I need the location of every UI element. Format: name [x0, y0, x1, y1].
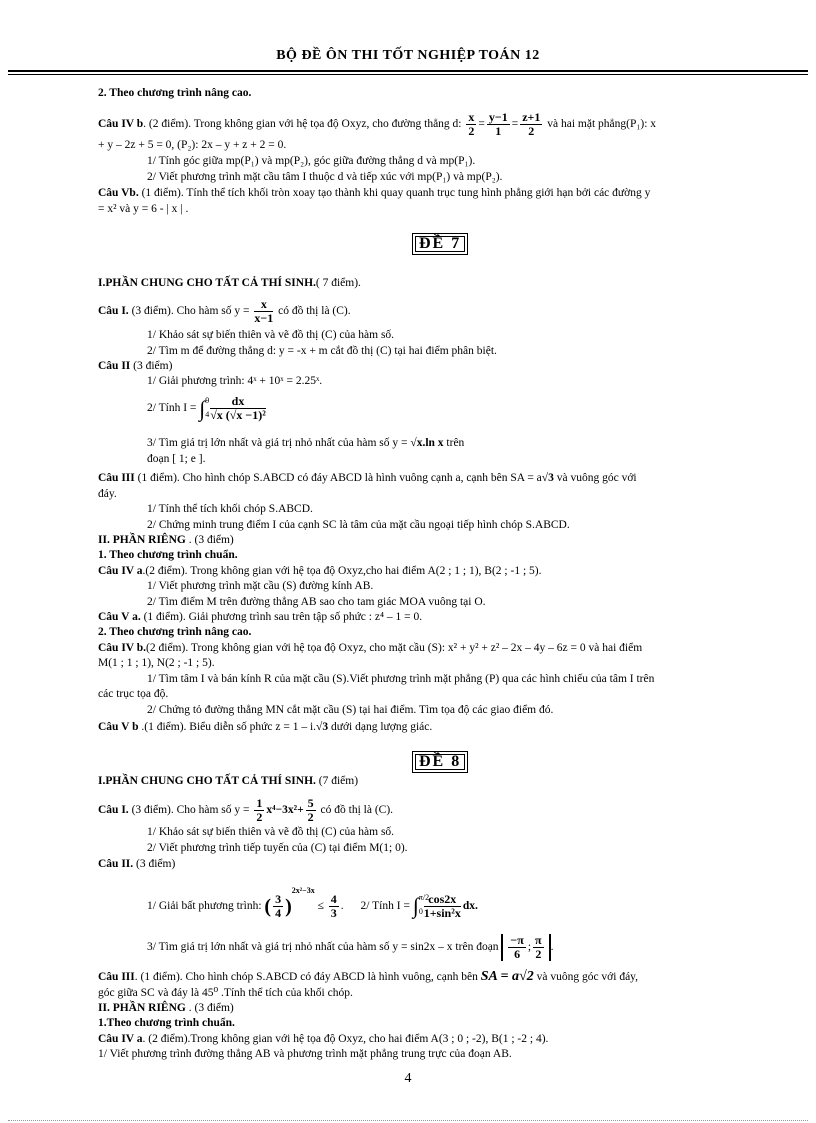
- num: dx: [210, 395, 266, 409]
- formula: √3: [541, 472, 554, 484]
- section-heading: [98, 774, 358, 788]
- interval-bracket: $\frac{-\pi}{6}$ ; $\frac{\pi}{2}$: [501, 934, 550, 961]
- exponent: 2x²−3x: [291, 886, 315, 895]
- section-heading: [98, 1001, 234, 1015]
- integral-line: [147, 395, 268, 422]
- fraction: [254, 797, 264, 824]
- text: 3/ Tìm giá trị lớn nhất và giá trị nhỏ nhất của hàm số y =: [147, 437, 408, 449]
- integral-sign: ∫ 9 4: [199, 398, 205, 420]
- num: −π: [510, 933, 524, 947]
- heading: II. PHẦN RIÊNG: [98, 534, 186, 546]
- text-line: 1/ Khảo sát sự biến thiên và vẽ đồ thị (C) của hàm số.: [147, 329, 395, 341]
- formula: x⁴−3x²+: [266, 804, 304, 817]
- page-number: 4: [404, 1071, 412, 1086]
- num: x: [254, 298, 273, 312]
- exam-title-8: ĐỀ 8: [412, 751, 468, 773]
- text: . (1 điểm). Cho hình chóp S.ABCD có đáy ABCD là hình vuông, cạnh bên: [134, 971, 478, 983]
- fraction: [508, 934, 525, 961]
- upper-bound: π/2: [418, 893, 430, 903]
- math-line: 3/ Tìm giá trị lớn nhất và giá trị nhỏ nhất của hàm số y = sin2x – x trên đoạn $\frac{-\pi}{6}$ ; $\frac{\pi}{2}$ .: [147, 933, 554, 961]
- text-line: + y – 2z + 5 = 0, (P₂): 2x – y + z + 2 = 0.: [98, 139, 287, 151]
- question-line: [98, 471, 637, 485]
- text: dưới dạng lượng giác.: [328, 721, 433, 733]
- question-label: Câu II.: [98, 858, 134, 870]
- question-line: [98, 797, 393, 824]
- num: 1: [256, 796, 263, 810]
- fraction: [466, 111, 476, 138]
- text-line: đáy.: [98, 488, 117, 500]
- text: có đồ thị là (C).: [320, 804, 394, 817]
- section-heading: 2. Theo chương trình nâng cao.: [98, 626, 252, 638]
- question-label: Câu Vb.: [98, 187, 139, 199]
- text: .(2 điểm). Trong không gian với hệ tọa độ Oxyz,cho hai điểm A(2 ; 1 ; 1), B(2 ; -1 ; 5).: [142, 565, 542, 577]
- question-label: Câu IV b.: [98, 642, 147, 654]
- text-line: các trục tọa độ.: [98, 688, 169, 700]
- header-rule: [8, 70, 808, 72]
- text: (1 điểm). Cho hình chóp S.ABCD có đáy ABCD là hình vuông cạnh a, cạnh bên SA = a: [134, 472, 542, 484]
- text: dx.: [462, 900, 478, 912]
- text: .(1 điểm). Biểu diễn số phức z = 1 – i.: [138, 721, 317, 733]
- footer-dotted-rule: [8, 1120, 808, 1121]
- text-line: 1/ Tính góc giữa mp(P₁) và mp(P₂), góc giữa đường thẳng d và mp(P₁).: [147, 155, 476, 167]
- heading: I.PHẦN CHUNG CHO TẤT CẢ THÍ SINH.: [98, 775, 316, 787]
- fraction: [273, 893, 283, 920]
- den: 4: [275, 905, 282, 920]
- text: (3 điểm): [130, 360, 173, 372]
- text-line: 1/ Tìm tâm I và bán kính R của mặt cầu (S).Viết phương trình mặt phẳng (P) qua các hình chiếu của tâm I trên: [147, 673, 655, 685]
- fraction: [306, 797, 316, 824]
- section-heading: [98, 276, 361, 290]
- text: và vuông góc với đáy,: [533, 971, 639, 983]
- formula: √3: [316, 721, 329, 733]
- text: ( 7 điểm).: [315, 277, 361, 289]
- paren-open: (: [264, 895, 272, 918]
- text: (2 điểm). Trong không gian với hệ tọa độ Oxyz, cho mặt cầu (S): x² + y² + z² – 2x – 4y – 6z = 0 và hai điểm: [146, 642, 643, 654]
- den: 2: [535, 947, 542, 961]
- num: 4: [330, 891, 337, 906]
- question-line: [98, 359, 172, 373]
- text-line: 1/ Khảo sát sự biến thiên và vẽ đồ thị (C) của hàm số.: [147, 826, 395, 838]
- text: . (3 điểm): [185, 534, 234, 546]
- text-line: 2/ Viết phương trình mặt cầu tâm I thuộc d và tiếp xúc với mp(P₁) và mp(P₂).: [147, 171, 503, 183]
- text-line: = x² và y = 6 - | x | .: [98, 203, 189, 215]
- question-label: Câu III: [98, 971, 135, 983]
- page-header: BỘ ĐỀ ÔN THI TỐT NGHIỆP TOÁN 12: [276, 48, 540, 63]
- den: √x (√x −1)²: [210, 408, 266, 422]
- den: 2: [307, 810, 314, 824]
- question-label: Câu IV a: [98, 565, 143, 577]
- text: và hai mặt phẳng(P₁): x: [547, 118, 657, 131]
- question-label: Câu II: [98, 360, 131, 372]
- num: 3: [275, 891, 282, 906]
- text: (7 điểm): [315, 775, 359, 787]
- lower-bound: 4: [205, 409, 210, 419]
- text-line: 1/ Viết phương trình đường thẳng AB và phương trình mặt phẳng trung trực của đoạn AB.: [98, 1048, 512, 1060]
- text: 2/ Tính I =: [147, 402, 197, 415]
- section-heading: 2. Theo chương trình nâng cao.: [98, 87, 252, 99]
- fraction: [254, 298, 273, 325]
- section-heading: 1. Theo chương trình chuẩn.: [98, 549, 238, 561]
- math-line: 1/ Giải bất phương trình: ( $\frac{3}{4}$ )$^{2x^2-3x}$ ≤ $\frac{4}{3}$ . 2/ Tính I = ∫ π/2 0 $\frac{\cos 2x}{\text{1+sin²x}}$ dx.: [147, 884, 478, 920]
- question-line: Câu IV b. (2 điểm). Trong không gian với hệ tọa độ Oxyz, cho đường thẳng d: $\frac{x}{2}$ = $\frac{y-1}{1}$ = $\frac{z+1}{2}$ và hai mặt phẳng(P₁): x: [98, 110, 657, 138]
- question-line: [98, 1032, 548, 1046]
- question-line: [98, 720, 432, 734]
- den: 3: [330, 905, 337, 920]
- num: z+1: [522, 110, 541, 124]
- text-line: 1/ Giải phương trình: 4ˣ + 10ˣ = 2.25ˣ.: [147, 375, 323, 387]
- question-label: Câu IV a: [98, 1033, 143, 1045]
- num: π: [535, 933, 542, 947]
- question-line: [98, 564, 541, 578]
- text: 1/ Giải bất phương trình:: [147, 900, 262, 912]
- den: 1+sin²x: [423, 905, 461, 920]
- text: trên: [446, 437, 465, 449]
- text-line: 1/ Tính thể tích khối chóp S.ABCD.: [147, 503, 313, 515]
- num: cos2x: [424, 893, 461, 907]
- paren-close: ): [285, 895, 292, 918]
- text-line: 2/ Chứng tỏ đường thẳng MN cắt mặt cầu (S) tại hai điểm. Tìm tọa độ các giao điểm đó.: [147, 704, 554, 716]
- question-line: [98, 641, 642, 655]
- fraction: [533, 934, 544, 961]
- section-heading: 1.Theo chương trình chuẩn.: [98, 1017, 235, 1029]
- text-line: 2/ Tìm m để đường thẳng d: y = -x + m cắt đồ thị (C) tại hai điểm phân biệt.: [147, 345, 497, 357]
- fraction: [487, 111, 510, 138]
- question-label: Câu V a.: [98, 611, 141, 623]
- formula: SA = a√2: [480, 969, 534, 984]
- den: x−1: [254, 311, 274, 325]
- den: 6: [514, 947, 521, 961]
- text-line: [147, 436, 464, 450]
- lower-bound: 0: [418, 907, 423, 917]
- text: . (2 điểm).Trong không gian với hệ tọa độ Oxyz, cho hai điểm A(3 ; 0 ; -2), B(1 ; -2 ; 4).: [142, 1033, 549, 1045]
- den: 1: [495, 124, 502, 138]
- header-rule-thin: [8, 74, 808, 75]
- text-line: góc giữa SC và đáy là 45⁰ .Tính thể tích của khối chóp.: [98, 987, 353, 999]
- text: . (3 điểm): [185, 1002, 234, 1014]
- question-line: [98, 186, 650, 200]
- exam-title-7: ĐỀ 7: [412, 233, 468, 255]
- text: ≤: [317, 900, 324, 912]
- text: (1 điểm). Tính thể tích khối tròn xoay tạo thành khi quay quanh trục tung hình phẳng giới hạn bởi các đường y: [138, 187, 651, 199]
- text: . (2 điểm). Trong không gian với hệ tọa độ Oxyz, cho đường thẳng d:: [143, 118, 462, 131]
- section-heading: [98, 533, 234, 547]
- fraction: [520, 111, 542, 138]
- den: 2: [256, 810, 263, 824]
- question-line: [98, 298, 351, 325]
- text: (3 điểm). Cho hàm số y =: [128, 305, 250, 318]
- den: 2: [528, 124, 535, 138]
- den: 2: [468, 124, 475, 138]
- num: y−1: [488, 110, 508, 124]
- text: có đồ thị là (C).: [278, 305, 351, 318]
- fraction: [329, 893, 339, 920]
- text-line: 2/ Tìm điểm M trên đường thẳng AB sao cho tam giác MOA vuông tại O.: [147, 596, 486, 608]
- formula: √x.ln x: [410, 437, 444, 449]
- fraction: [424, 893, 461, 920]
- question-label: Câu IV b: [98, 118, 144, 131]
- text-line: M(1 ; 1 ; 1), N(2 ; -1 ; 5).: [98, 657, 215, 669]
- heading: I.PHẦN CHUNG CHO TẤT CẢ THÍ SINH.: [98, 277, 316, 289]
- text-line: đoạn [ 1; e ].: [147, 453, 206, 465]
- text-line: 2/ Chứng minh trung điểm I của cạnh SC là tâm của mặt cầu ngoại tiếp hình chóp S.ABCD.: [147, 519, 570, 531]
- upper-bound: 9: [205, 395, 210, 405]
- num: x: [468, 110, 475, 124]
- question-line: [98, 970, 638, 984]
- text-line: 1/ Viết phương trình mặt cầu (S) đường kính AB.: [147, 580, 374, 592]
- text: và vuông góc với: [553, 472, 637, 484]
- num: 5: [307, 796, 314, 810]
- text: (3 điểm). Cho hàm số y =: [128, 804, 250, 817]
- question-label: Câu V b: [98, 721, 139, 733]
- text-line: 2/ Viết phương trình tiếp tuyến của (C) tại điểm M(1; 0).: [147, 842, 408, 854]
- question-label: Câu III: [98, 472, 135, 484]
- question-label: Câu I.: [98, 804, 129, 817]
- integral-sign: ∫ π/2 0: [413, 895, 419, 917]
- text: 2/ Tính I =: [360, 900, 410, 912]
- text: (1 điểm). Giải phương trình sau trên tập số phức : z⁴ – 1 = 0.: [140, 611, 423, 623]
- text: 3/ Tìm giá trị lớn nhất và giá trị nhỏ nhất của hàm số y = sin2x – x trên đoạn: [147, 941, 499, 954]
- fraction: [210, 395, 266, 422]
- question-label: Câu I.: [98, 305, 129, 318]
- text: (3 điểm): [133, 858, 176, 870]
- heading: II. PHẦN RIÊNG: [98, 1002, 186, 1014]
- question-line: [98, 610, 422, 624]
- question-line: [98, 857, 175, 871]
